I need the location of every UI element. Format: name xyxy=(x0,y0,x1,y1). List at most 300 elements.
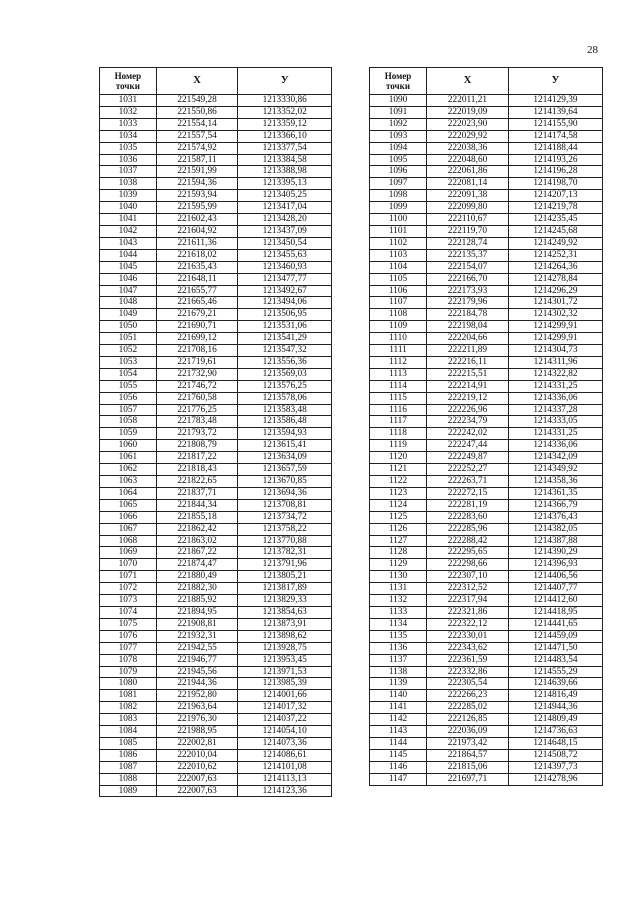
table-row xyxy=(100,630,332,642)
y-coordinate-cell: 1213586,48 xyxy=(238,416,332,428)
point-number-cell: 1054 xyxy=(100,368,157,380)
table-body-left xyxy=(100,95,332,797)
x-coordinate-cell: 221885,92 xyxy=(156,595,238,607)
point-number-cell: 1058 xyxy=(100,416,157,428)
y-coordinate-cell: 1214483,54 xyxy=(509,654,603,666)
point-number-cell: 1118 xyxy=(370,428,427,440)
y-coordinate-cell: 1214333,05 xyxy=(509,416,603,428)
point-number-cell: 1035 xyxy=(100,142,157,154)
table-row xyxy=(100,106,332,118)
y-coordinate-cell: 1214322,82 xyxy=(509,368,603,380)
point-number-cell: 1076 xyxy=(100,630,157,642)
x-coordinate-cell: 222091,38 xyxy=(427,190,509,202)
y-coordinate-cell: 1213576,25 xyxy=(238,380,332,392)
x-coordinate-cell: 222002,81 xyxy=(156,737,238,749)
y-coordinate-cell: 1214459,09 xyxy=(509,630,603,642)
table-row xyxy=(100,606,332,618)
x-coordinate-cell: 222154,07 xyxy=(427,261,509,273)
table-header-row xyxy=(370,68,603,95)
table-row xyxy=(370,416,603,428)
table-row xyxy=(100,440,332,452)
y-coordinate-cell: 1213817,89 xyxy=(238,583,332,595)
x-coordinate-cell: 222198,04 xyxy=(427,321,509,333)
table-row xyxy=(100,559,332,571)
x-coordinate-cell: 221855,18 xyxy=(156,511,238,523)
x-coordinate-cell: 221594,36 xyxy=(156,178,238,190)
table-row xyxy=(370,606,603,618)
point-number-cell: 1062 xyxy=(100,464,157,476)
point-number-cell: 1126 xyxy=(370,523,427,535)
table-row xyxy=(370,583,603,595)
table-row xyxy=(100,416,332,428)
table-row xyxy=(100,690,332,702)
point-number-cell: 1125 xyxy=(370,511,427,523)
x-coordinate-cell: 221648,11 xyxy=(156,273,238,285)
table-row xyxy=(370,559,603,571)
point-number-cell: 1033 xyxy=(100,118,157,130)
table-row xyxy=(370,595,603,607)
table-row xyxy=(100,273,332,285)
x-coordinate-cell: 221894,95 xyxy=(156,606,238,618)
x-coordinate-cell: 222081,14 xyxy=(427,178,509,190)
point-number-cell: 1124 xyxy=(370,499,427,511)
x-coordinate-cell: 221822,65 xyxy=(156,476,238,488)
y-coordinate-cell: 1213928,75 xyxy=(238,642,332,654)
y-coordinate-cell: 1214331,25 xyxy=(509,380,603,392)
x-coordinate-cell: 222007,63 xyxy=(156,785,238,797)
point-number-cell: 1135 xyxy=(370,630,427,642)
table-row xyxy=(370,571,603,583)
point-number-cell: 1090 xyxy=(370,95,427,107)
table-row xyxy=(100,464,332,476)
y-coordinate-cell: 1213758,22 xyxy=(238,523,332,535)
table-row xyxy=(370,428,603,440)
point-number-cell: 1046 xyxy=(100,273,157,285)
table-row xyxy=(370,726,603,738)
table-row xyxy=(370,737,603,749)
table-row xyxy=(370,666,603,678)
point-number-cell: 1057 xyxy=(100,404,157,416)
point-number-cell: 1099 xyxy=(370,202,427,214)
y-coordinate-cell: 1214245,68 xyxy=(509,225,603,237)
y-coordinate-cell: 1214508,72 xyxy=(509,749,603,761)
y-coordinate-cell: 1214219,78 xyxy=(509,202,603,214)
point-number-cell: 1094 xyxy=(370,142,427,154)
x-coordinate-cell: 221776,25 xyxy=(156,404,238,416)
table-row xyxy=(370,273,603,285)
x-coordinate-cell: 222010,62 xyxy=(156,761,238,773)
table-row xyxy=(100,773,332,785)
x-coordinate-cell: 221874,47 xyxy=(156,559,238,571)
y-coordinate-cell: 1213854,63 xyxy=(238,606,332,618)
table-row xyxy=(100,166,332,178)
header-y: У xyxy=(238,68,332,95)
point-number-cell: 1071 xyxy=(100,571,157,583)
x-coordinate-cell: 222184,78 xyxy=(427,309,509,321)
x-coordinate-cell: 221746,72 xyxy=(156,380,238,392)
point-number-cell: 1087 xyxy=(100,761,157,773)
x-coordinate-cell: 221808,79 xyxy=(156,440,238,452)
table-row xyxy=(370,178,603,190)
y-coordinate-cell: 1214235,45 xyxy=(509,214,603,226)
y-coordinate-cell: 1213352,02 xyxy=(238,106,332,118)
table-row xyxy=(100,761,332,773)
x-coordinate-cell: 222247,44 xyxy=(427,440,509,452)
y-coordinate-cell: 1214648,15 xyxy=(509,737,603,749)
point-number-cell: 1103 xyxy=(370,249,427,261)
y-coordinate-cell: 1213359,12 xyxy=(238,118,332,130)
point-number-cell: 1145 xyxy=(370,749,427,761)
x-coordinate-cell: 221942,55 xyxy=(156,642,238,654)
y-coordinate-cell: 1214113,13 xyxy=(238,773,332,785)
point-number-cell: 1120 xyxy=(370,452,427,464)
table-row xyxy=(100,785,332,797)
table-row xyxy=(100,749,332,761)
y-coordinate-cell: 1214397,73 xyxy=(509,761,603,773)
x-coordinate-cell: 222214,91 xyxy=(427,380,509,392)
y-coordinate-cell: 1214017,32 xyxy=(238,702,332,714)
x-coordinate-cell: 221679,21 xyxy=(156,309,238,321)
y-coordinate-cell: 1214407,77 xyxy=(509,583,603,595)
point-number-cell: 1146 xyxy=(370,761,427,773)
y-coordinate-cell: 1213873,91 xyxy=(238,618,332,630)
x-coordinate-cell: 221818,43 xyxy=(156,464,238,476)
y-coordinate-cell: 1214418,95 xyxy=(509,606,603,618)
page-number: 28 xyxy=(587,44,598,56)
point-number-cell: 1070 xyxy=(100,559,157,571)
y-coordinate-cell: 1213492,67 xyxy=(238,285,332,297)
point-number-cell: 1116 xyxy=(370,404,427,416)
table-row xyxy=(370,511,603,523)
table-row xyxy=(370,285,603,297)
y-coordinate-cell: 1214816,49 xyxy=(509,690,603,702)
x-coordinate-cell: 222263,71 xyxy=(427,476,509,488)
x-coordinate-cell: 221945,56 xyxy=(156,666,238,678)
table-row xyxy=(100,333,332,345)
y-coordinate-cell: 1214361,35 xyxy=(509,487,603,499)
point-number-cell: 1117 xyxy=(370,416,427,428)
point-number-cell: 1085 xyxy=(100,737,157,749)
x-coordinate-cell: 222266,23 xyxy=(427,690,509,702)
y-coordinate-cell: 1213898,62 xyxy=(238,630,332,642)
y-coordinate-cell: 1214944,36 xyxy=(509,702,603,714)
y-coordinate-cell: 1214296,29 xyxy=(509,285,603,297)
x-coordinate-cell: 222317,94 xyxy=(427,595,509,607)
table-row xyxy=(370,440,603,452)
table-row xyxy=(370,321,603,333)
y-coordinate-cell: 1213450,54 xyxy=(238,237,332,249)
table-row xyxy=(100,737,332,749)
y-coordinate-cell: 1213437,09 xyxy=(238,225,332,237)
table-row xyxy=(100,190,332,202)
y-coordinate-cell: 1214001,66 xyxy=(238,690,332,702)
table-row xyxy=(100,666,332,678)
x-coordinate-cell: 222128,74 xyxy=(427,237,509,249)
y-coordinate-cell: 1214101,08 xyxy=(238,761,332,773)
point-number-cell: 1045 xyxy=(100,261,157,273)
table-row xyxy=(370,214,603,226)
point-number-cell: 1093 xyxy=(370,130,427,142)
y-coordinate-cell: 1213494,06 xyxy=(238,297,332,309)
y-coordinate-cell: 1214086,61 xyxy=(238,749,332,761)
table-row xyxy=(370,523,603,535)
x-coordinate-cell: 221946,77 xyxy=(156,654,238,666)
y-coordinate-cell: 1214188,44 xyxy=(509,142,603,154)
point-number-cell: 1091 xyxy=(370,106,427,118)
table-row xyxy=(100,345,332,357)
y-coordinate-cell: 1214252,31 xyxy=(509,249,603,261)
table-row xyxy=(100,404,332,416)
x-coordinate-cell: 221557,54 xyxy=(156,130,238,142)
x-coordinate-cell: 222010,04 xyxy=(156,749,238,761)
table-row xyxy=(100,297,332,309)
y-coordinate-cell: 1214555,29 xyxy=(509,666,603,678)
point-number-cell: 1097 xyxy=(370,178,427,190)
x-coordinate-cell: 221932,31 xyxy=(156,630,238,642)
point-number-cell: 1074 xyxy=(100,606,157,618)
x-coordinate-cell: 222048,60 xyxy=(427,154,509,166)
y-coordinate-cell: 1214471,50 xyxy=(509,642,603,654)
x-coordinate-cell: 221611,36 xyxy=(156,237,238,249)
table-row xyxy=(100,487,332,499)
x-coordinate-cell: 221817,22 xyxy=(156,452,238,464)
point-number-cell: 1082 xyxy=(100,702,157,714)
y-coordinate-cell: 1213477,77 xyxy=(238,273,332,285)
table-row xyxy=(370,535,603,547)
y-coordinate-cell: 1214382,05 xyxy=(509,523,603,535)
y-coordinate-cell: 1214129,39 xyxy=(509,95,603,107)
table-row xyxy=(370,749,603,761)
x-coordinate-cell: 222036,09 xyxy=(427,726,509,738)
y-coordinate-cell: 1214337,28 xyxy=(509,404,603,416)
point-number-cell: 1040 xyxy=(100,202,157,214)
table-row xyxy=(370,166,603,178)
table-row xyxy=(370,368,603,380)
point-number-cell: 1064 xyxy=(100,487,157,499)
x-coordinate-cell: 222234,79 xyxy=(427,416,509,428)
x-coordinate-cell: 221618,02 xyxy=(156,249,238,261)
point-number-cell: 1052 xyxy=(100,345,157,357)
x-coordinate-cell: 221708,16 xyxy=(156,345,238,357)
x-coordinate-cell: 221973,42 xyxy=(427,737,509,749)
table-row xyxy=(370,154,603,166)
point-number-cell: 1133 xyxy=(370,606,427,618)
x-coordinate-cell: 222110,67 xyxy=(427,214,509,226)
header-point-line1: Номер xyxy=(114,71,142,81)
table-row xyxy=(370,392,603,404)
y-coordinate-cell: 1213428,20 xyxy=(238,214,332,226)
x-coordinate-cell: 222029,92 xyxy=(427,130,509,142)
table-row xyxy=(100,654,332,666)
x-coordinate-cell: 221793,72 xyxy=(156,428,238,440)
y-coordinate-cell: 1213388,98 xyxy=(238,166,332,178)
table-row xyxy=(370,773,603,785)
x-coordinate-cell: 222281,19 xyxy=(427,499,509,511)
table-row xyxy=(100,249,332,261)
y-coordinate-cell: 1214193,26 xyxy=(509,154,603,166)
y-coordinate-cell: 1213657,59 xyxy=(238,464,332,476)
table-row xyxy=(100,547,332,559)
point-number-cell: 1032 xyxy=(100,106,157,118)
point-number-cell: 1068 xyxy=(100,535,157,547)
x-coordinate-cell: 222179,96 xyxy=(427,297,509,309)
point-number-cell: 1130 xyxy=(370,571,427,583)
point-number-cell: 1081 xyxy=(100,690,157,702)
x-coordinate-cell: 222321,86 xyxy=(427,606,509,618)
table-row xyxy=(100,285,332,297)
x-coordinate-cell: 222288,42 xyxy=(427,535,509,547)
x-coordinate-cell: 221815,06 xyxy=(427,761,509,773)
y-coordinate-cell: 1214387,88 xyxy=(509,535,603,547)
y-coordinate-cell: 1213395,13 xyxy=(238,178,332,190)
point-number-cell: 1111 xyxy=(370,345,427,357)
y-coordinate-cell: 1213708,81 xyxy=(238,499,332,511)
point-number-cell: 1047 xyxy=(100,285,157,297)
table-row xyxy=(370,202,603,214)
y-coordinate-cell: 1213583,48 xyxy=(238,404,332,416)
x-coordinate-cell: 221591,99 xyxy=(156,166,238,178)
x-coordinate-cell: 222038,36 xyxy=(427,142,509,154)
table-row xyxy=(100,178,332,190)
x-coordinate-cell: 222283,60 xyxy=(427,511,509,523)
y-coordinate-cell: 1213770,88 xyxy=(238,535,332,547)
table-row xyxy=(100,142,332,154)
x-coordinate-cell: 222216,11 xyxy=(427,356,509,368)
point-number-cell: 1077 xyxy=(100,642,157,654)
table-row xyxy=(100,237,332,249)
point-number-cell: 1128 xyxy=(370,547,427,559)
table-row xyxy=(100,392,332,404)
y-coordinate-cell: 1214390,29 xyxy=(509,547,603,559)
y-coordinate-cell: 1214809,49 xyxy=(509,714,603,726)
table-row xyxy=(100,428,332,440)
x-coordinate-cell: 221867,22 xyxy=(156,547,238,559)
header-point-line2: точки xyxy=(385,81,411,91)
y-coordinate-cell: 1214278,84 xyxy=(509,273,603,285)
y-coordinate-cell: 1213460,93 xyxy=(238,261,332,273)
y-coordinate-cell: 1213377,54 xyxy=(238,142,332,154)
x-coordinate-cell: 221944,36 xyxy=(156,678,238,690)
header-point-number xyxy=(100,68,157,95)
x-coordinate-cell: 222215,51 xyxy=(427,368,509,380)
table-row xyxy=(370,95,603,107)
x-coordinate-cell: 221988,95 xyxy=(156,726,238,738)
point-number-cell: 1139 xyxy=(370,678,427,690)
table-row xyxy=(370,618,603,630)
y-coordinate-cell: 1214412,60 xyxy=(509,595,603,607)
x-coordinate-cell: 222219,12 xyxy=(427,392,509,404)
y-coordinate-cell: 1214336,06 xyxy=(509,392,603,404)
x-coordinate-cell: 222361,59 xyxy=(427,654,509,666)
point-number-cell: 1049 xyxy=(100,309,157,321)
table-row xyxy=(370,702,603,714)
point-number-cell: 1037 xyxy=(100,166,157,178)
table-row xyxy=(100,499,332,511)
y-coordinate-cell: 1214037,22 xyxy=(238,714,332,726)
y-coordinate-cell: 1214155,90 xyxy=(509,118,603,130)
table-row xyxy=(100,595,332,607)
y-coordinate-cell: 1213330,86 xyxy=(238,95,332,107)
table-row xyxy=(370,106,603,118)
y-coordinate-cell: 1213615,41 xyxy=(238,440,332,452)
y-coordinate-cell: 1214376,43 xyxy=(509,511,603,523)
x-coordinate-cell: 222295,65 xyxy=(427,547,509,559)
x-coordinate-cell: 222285,02 xyxy=(427,702,509,714)
x-coordinate-cell: 222204,66 xyxy=(427,333,509,345)
point-number-cell: 1144 xyxy=(370,737,427,749)
point-number-cell: 1098 xyxy=(370,190,427,202)
x-coordinate-cell: 221699,12 xyxy=(156,333,238,345)
point-number-cell: 1096 xyxy=(370,166,427,178)
point-number-cell: 1039 xyxy=(100,190,157,202)
point-number-cell: 1129 xyxy=(370,559,427,571)
point-number-cell: 1110 xyxy=(370,333,427,345)
y-coordinate-cell: 1214264,36 xyxy=(509,261,603,273)
table-row xyxy=(370,118,603,130)
point-number-cell: 1138 xyxy=(370,666,427,678)
x-coordinate-cell: 222343,62 xyxy=(427,642,509,654)
table-row xyxy=(100,583,332,595)
table-row xyxy=(370,333,603,345)
point-number-cell: 1083 xyxy=(100,714,157,726)
coordinates-table-left xyxy=(99,67,332,797)
table-row xyxy=(370,630,603,642)
header-x: X xyxy=(156,68,238,95)
point-number-cell: 1104 xyxy=(370,261,427,273)
table-row xyxy=(370,678,603,690)
point-number-cell: 1060 xyxy=(100,440,157,452)
point-number-cell: 1102 xyxy=(370,237,427,249)
x-coordinate-cell: 222135,37 xyxy=(427,249,509,261)
x-coordinate-cell: 221908,81 xyxy=(156,618,238,630)
point-number-cell: 1088 xyxy=(100,773,157,785)
header-point-line1: Номер xyxy=(384,71,412,81)
y-coordinate-cell: 1214278,96 xyxy=(509,773,603,785)
y-coordinate-cell: 1213531,06 xyxy=(238,321,332,333)
x-coordinate-cell: 221655,77 xyxy=(156,285,238,297)
table-row xyxy=(100,214,332,226)
point-number-cell: 1147 xyxy=(370,773,427,785)
table-row xyxy=(370,547,603,559)
point-number-cell: 1089 xyxy=(100,785,157,797)
x-coordinate-cell: 221549,28 xyxy=(156,95,238,107)
x-coordinate-cell: 221783,48 xyxy=(156,416,238,428)
point-number-cell: 1132 xyxy=(370,595,427,607)
x-coordinate-cell: 222226,96 xyxy=(427,404,509,416)
table-row xyxy=(370,297,603,309)
x-coordinate-cell: 221697,71 xyxy=(427,773,509,785)
y-coordinate-cell: 1214396,93 xyxy=(509,559,603,571)
point-number-cell: 1137 xyxy=(370,654,427,666)
x-coordinate-cell: 222322,12 xyxy=(427,618,509,630)
point-number-cell: 1109 xyxy=(370,321,427,333)
x-coordinate-cell: 222285,96 xyxy=(427,523,509,535)
point-number-cell: 1136 xyxy=(370,642,427,654)
coordinates-table-right xyxy=(369,67,603,786)
y-coordinate-cell: 1214054,10 xyxy=(238,726,332,738)
x-coordinate-cell: 221595,99 xyxy=(156,202,238,214)
table-row xyxy=(370,249,603,261)
y-coordinate-cell: 1214342,09 xyxy=(509,452,603,464)
x-coordinate-cell: 221864,57 xyxy=(427,749,509,761)
x-coordinate-cell: 222173,93 xyxy=(427,285,509,297)
table-row xyxy=(100,642,332,654)
y-coordinate-cell: 1214304,73 xyxy=(509,345,603,357)
point-number-cell: 1053 xyxy=(100,356,157,368)
y-coordinate-cell: 1213405,25 xyxy=(238,190,332,202)
point-number-cell: 1055 xyxy=(100,380,157,392)
x-coordinate-cell: 221952,80 xyxy=(156,690,238,702)
